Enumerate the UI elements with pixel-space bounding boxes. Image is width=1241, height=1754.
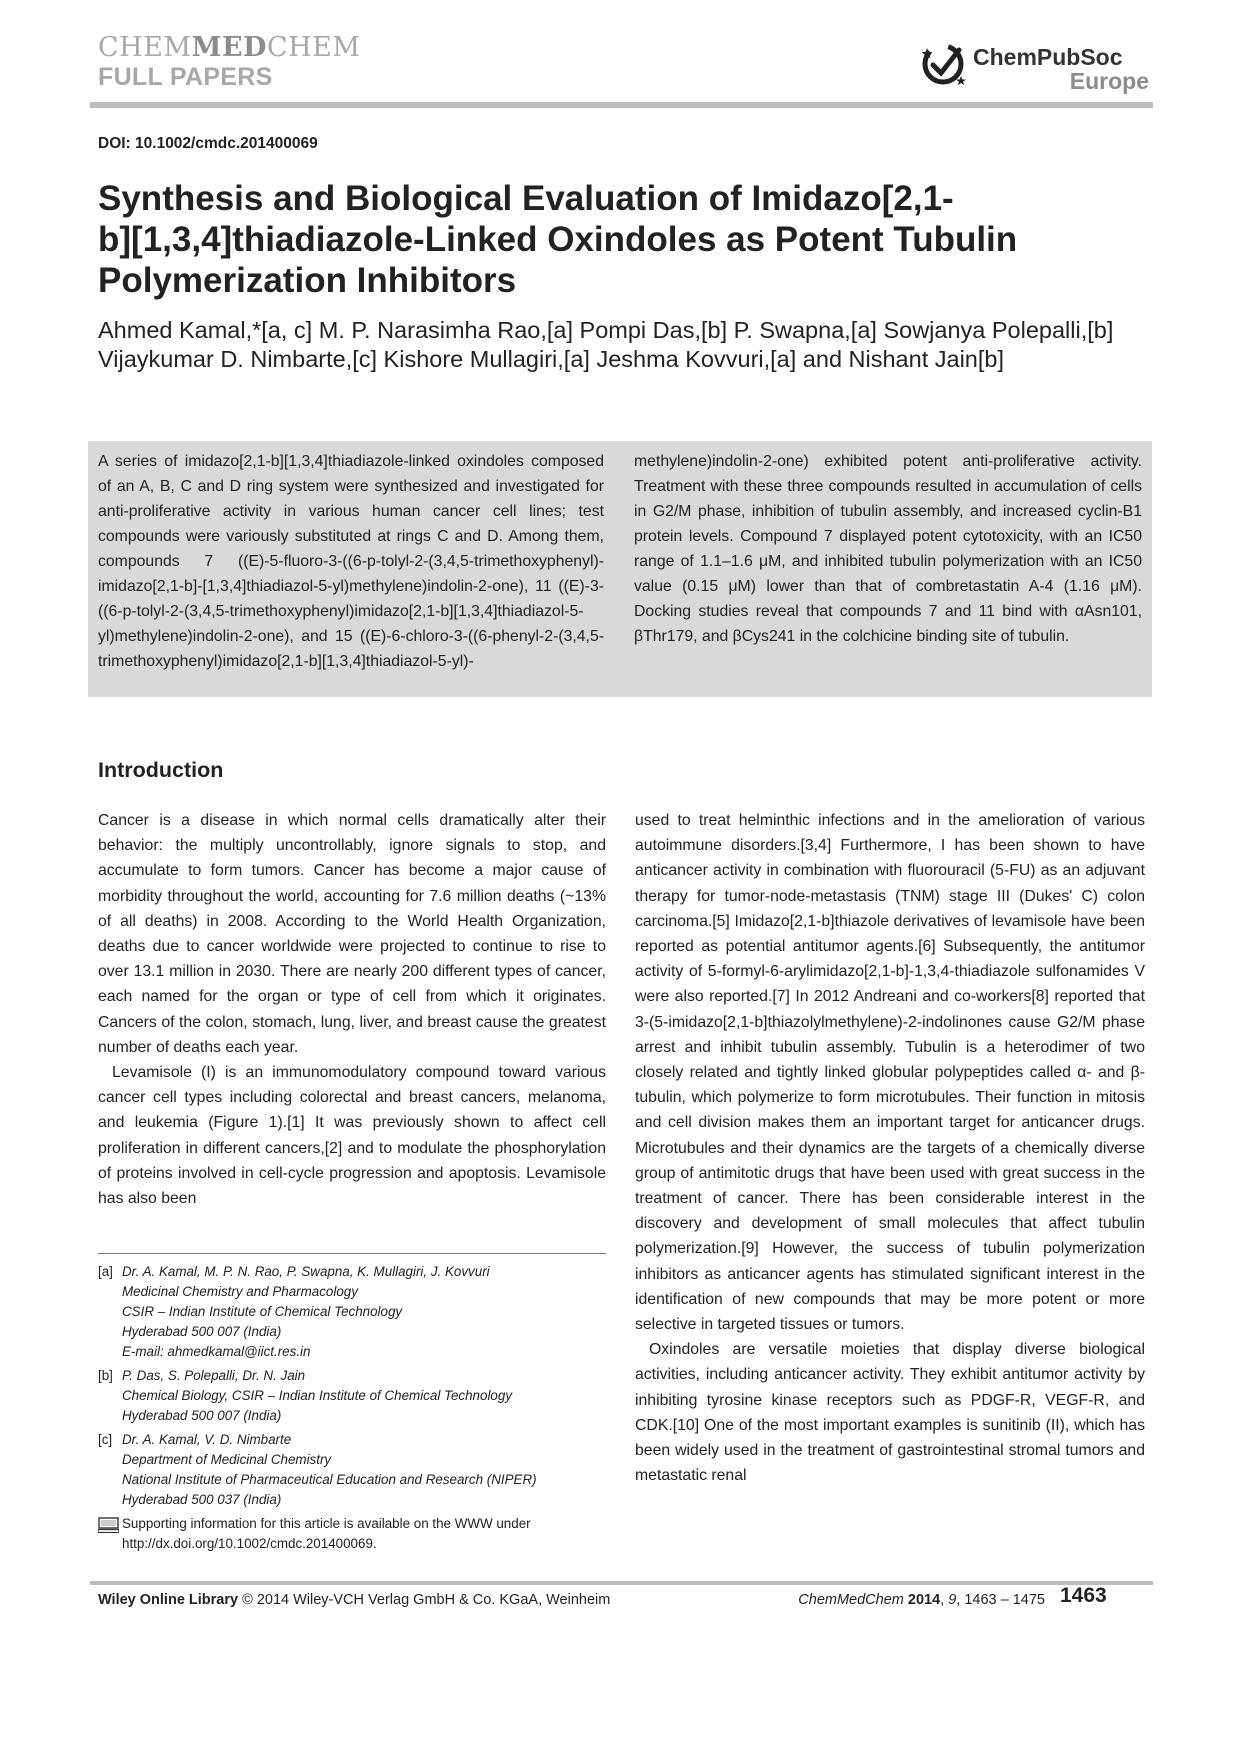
affiliations-block bbox=[98, 1262, 608, 1554]
author-line: Ahmed Kamal,*[a, c] M. P. Narasimha Rao,[a] Pompi Das,[b] P. Swapna,[a] Sowjanya Polepalli,[b] bbox=[98, 317, 1114, 343]
journal-name-part-1: CHEM bbox=[98, 32, 192, 63]
affiliation-a bbox=[98, 1262, 608, 1362]
footer-divider bbox=[90, 1581, 1153, 1585]
affiliation-line: CSIR – Indian Institute of Chemical Technology bbox=[122, 1304, 403, 1319]
body-paragraph: Oxindoles are versatile moieties that display diverse biological activities, including anticancer activity. They exhibit antitumor activity by inhibiting tyrosine kinase receptors such as PDGF-R, VEGF-R, and CDK.[10] One of the most important examples is sunitinib (II), which has been widely used in the treatment of gastrointestinal stromal tumors and metastatic renal bbox=[635, 1341, 1145, 1485]
journal-header bbox=[98, 34, 361, 90]
journal-name bbox=[98, 34, 361, 61]
footer-copyright: © 2014 Wiley-VCH Verlag GmbH & Co. KGaA, Weinheim bbox=[242, 1592, 611, 1608]
affiliation-b bbox=[98, 1366, 608, 1426]
abstract-right-column: methylene)indolin-2-one) exhibited potent anti-proliferative activity. Treatment with these three compounds resulted in accumulation of cells in G2/M phase, inhibition of tubulin assembly, and increased cyclin-B1 protein levels. Compound 7 displayed potent cytotoxicity, with an IC50 range of 1.1–1.6 μM, and inhibited tubulin polymerization with an IC50 value (0.15 μM) lower than that of combretastatin A-4 (1.16 μM). Docking studies reveal that compounds 7 and 11 bind with αAsn101, βThr179, and βCys241 in the colchicine binding site of tubulin. bbox=[634, 453, 1142, 645]
computer-icon bbox=[98, 1517, 119, 1533]
publisher-logo-block bbox=[919, 38, 1149, 98]
title-line: b][1,3,4]thiadiazole-Linked Oxindoles as Potent Tubulin bbox=[98, 220, 1018, 259]
affiliation-label: [a] bbox=[98, 1264, 113, 1279]
affiliation-line: Hyderabad 500 007 (India) bbox=[122, 1324, 282, 1339]
footnote-divider bbox=[98, 1253, 606, 1254]
affiliation-label: [c] bbox=[98, 1432, 113, 1447]
article-title bbox=[98, 178, 1148, 301]
affiliation-line: Chemical Biology, CSIR – Indian Institute of Chemical Technology bbox=[122, 1388, 513, 1403]
doi: DOI: 10.1002/cmdc.201400069 bbox=[98, 135, 318, 152]
publisher-name: ChemPubSoc bbox=[973, 44, 1123, 70]
footer-volume: 9 bbox=[948, 1592, 957, 1608]
publisher-region: Europe bbox=[1069, 68, 1149, 94]
paper-type: FULL PAPERS bbox=[98, 63, 273, 91]
body-right-column bbox=[635, 808, 1145, 1488]
affiliation-line: Hyderabad 500 037 (India) bbox=[122, 1492, 282, 1507]
supporting-info bbox=[98, 1514, 608, 1554]
footer-year: 2014 bbox=[907, 1592, 941, 1608]
supporting-info-link[interactable]: http://dx.doi.org/10.1002/cmdc.201400069. bbox=[122, 1536, 377, 1551]
chempubsoc-logo-icon bbox=[919, 38, 971, 90]
body-left-column bbox=[98, 808, 606, 1211]
affiliation-line: Dr. A. Kamal, V. D. Nimbarte bbox=[122, 1432, 292, 1447]
journal-name-part-3: CHEM bbox=[266, 32, 361, 63]
affiliation-line: Department of Medicinal Chemistry bbox=[122, 1452, 332, 1467]
footer-citation: ChemMedChem 2014, 9, 1463 – 1475 bbox=[798, 1592, 1045, 1608]
author-line: Vijaykumar D. Nimbarte,[c] Kishore Mullagiri,[a] Jeshma Kovvuri,[a] and Nishant Jain[b] bbox=[98, 346, 1004, 372]
author-list bbox=[98, 316, 1158, 374]
section-heading-introduction: Introduction bbox=[98, 758, 224, 782]
body-paragraph: Levamisole (I) is an immunomodulatory compound toward various cancer cell types including colorectal and breast cancers, melanoma, and leukemia (Figure 1).[1] It was previously shown to affect cell proliferation in different cancers,[2] and to modulate the phosphorylation of proteins involved in cell-cycle progression and apoptosis. Levamisole has also been bbox=[98, 1064, 606, 1208]
footer-pages: 1463 – 1475 bbox=[964, 1592, 1045, 1608]
body-paragraph: Cancer is a disease in which normal cells dramatically alter their behavior: the multiply uncontrollably, ignore signals to stop, and accumulate to form tumors. Cancer has become a major cause of morbidity throughout the world, accounting for 7.6 million deaths (~13% of all deaths) in 2008. According to the World Health Organization, deaths due to cancer worldwide were projected to continue to rise to over 13.1 million in 2030. There are nearly 200 different types of cancer, each named for the organ or type of cell from which it originates. Cancers of the colon, stomach, lung, liver, and breast cause the greatest number of deaths each year. bbox=[98, 812, 606, 1056]
affiliation-c bbox=[98, 1430, 608, 1510]
title-line: Polymerization Inhibitors bbox=[98, 261, 517, 300]
footer-journal: ChemMedChem bbox=[798, 1592, 904, 1608]
footer-publisher bbox=[98, 1592, 610, 1608]
page-number: 1463 bbox=[1060, 1584, 1107, 1607]
affiliation-line: P. Das, S. Polepalli, Dr. N. Jain bbox=[122, 1368, 306, 1383]
abstract-left-column: A series of imidazo[2,1-b][1,3,4]thiadiazole-linked oxindoles composed of an A, B, C and D ring system were synthesized and investigated for anti-proliferative activity in various human cancer cell lines; test compounds were variously substituted at rings C and D. Among them, compounds 7 ((E)-5-fluoro-3-((6-p-tolyl-2-(3,4,5-trimethoxyphenyl)-imidazo[2,1-b]-[1,3,4]thiadiazol-5-yl)methylene)indolin-2-one), 11 ((E)-3-((6-p-tolyl-2-(3,4,5-trimethoxyphenyl)imidazo[2,1-b][1,3,4]thiadiazol-5-yl)methylene)indolin-2-one), and 15 ((E)-6-chloro-3-((6-phenyl-2-(3,4,5-trimethoxyphenyl)imidazo[2,1-b][1,3,4]thiadiazol-5-yl)- bbox=[98, 453, 604, 670]
abstract-box bbox=[88, 441, 1152, 697]
title-line: Synthesis and Biological Evaluation of Imidazo[2,1- bbox=[98, 179, 954, 218]
affiliation-line: Hyderabad 500 007 (India) bbox=[122, 1408, 282, 1423]
affiliation-line: National Institute of Pharmaceutical Education and Research (NIPER) bbox=[122, 1472, 537, 1487]
body-paragraph: used to treat helminthic infections and in the amelioration of various autoimmune disorders.[3,4] Furthermore, I has been shown to have anticancer activity in combination with fluorouracil (5-FU) as an adjuvant therapy for tumor-node-metastasis (TNM) stage III (Dukes' C) colon carcinoma.[5] Imidazo[2,1-b]thiazole derivatives of levamisole have been reported as potential antitumor agents.[6] Subsequently, the antitumor activity of 5-formyl-6-arylimidazo[2,1-b]-1,3,4-thiadiazole sulfonamides V were also reported.[7] In 2012 Andreani and co-workers[8] reported that 3-(5-imidazo[2,1-b]thiazolylmethylene)-2-indolinones cause G2/M phase arrest and inhibit tubulin assembly. Tubulin is a heterodimer of two closely related and tightly linked globular polypeptides called α- and β-tubulin, which polymerize to form microtubules. Their function in mitosis and cell division makes them an important target for anticancer drugs. Microtubules and their dynamics are the targets of a chemically diverse group of antimitotic drugs that have been used with great success in the treatment of cancer. There has been considerable interest in the discovery and development of small molecules that affect tubulin polymerization.[9] However, the success of tubulin polymerization inhibitors as anticancer agents has stimulated significant interest in the identification of new compounds that may be more potent or more selective in targeted tissues or tumors. bbox=[635, 812, 1145, 1334]
affiliation-line: Medicinal Chemistry and Pharmacology bbox=[122, 1284, 358, 1299]
header-divider bbox=[90, 102, 1153, 108]
affiliation-email[interactable]: E-mail: ahmedkamal@iict.res.in bbox=[122, 1344, 311, 1359]
affiliation-label: [b] bbox=[98, 1368, 113, 1383]
supporting-info-text: Supporting information for this article is available on the WWW under bbox=[122, 1516, 531, 1531]
footer-library-link[interactable]: Wiley Online Library bbox=[98, 1592, 239, 1608]
affiliation-line: Dr. A. Kamal, M. P. N. Rao, P. Swapna, K. Mullagiri, J. Kovvuri bbox=[122, 1264, 490, 1279]
journal-name-part-2: MED bbox=[191, 32, 267, 63]
